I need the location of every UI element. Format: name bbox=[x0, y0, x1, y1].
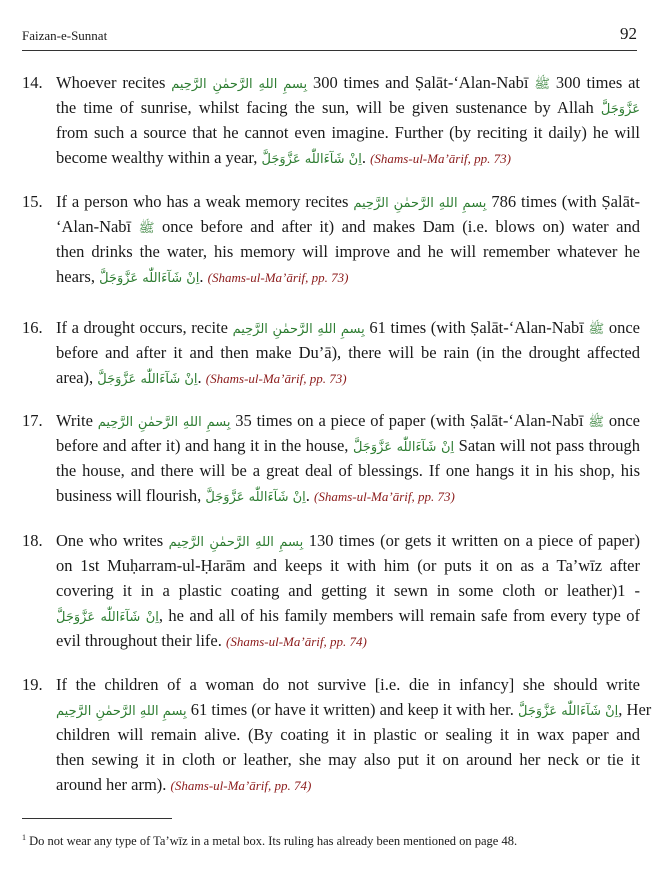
source-reference: (Shams-ul-Ma’ārif, pp. 74) bbox=[226, 634, 367, 649]
text-segment: 786 times (with Ṣalāt- bbox=[486, 192, 640, 211]
text-segment: , he and all of his family members will remain safe from every type of bbox=[158, 606, 640, 625]
text-line bbox=[56, 408, 640, 433]
arabic-phrase: بِسمِ اللهِ الرَّحمٰنِ الرَّحِيم bbox=[232, 322, 365, 337]
running-title: Faizan-e-Sunnat bbox=[22, 28, 108, 43]
page-number: 92 bbox=[620, 24, 637, 43]
text-line bbox=[56, 458, 640, 483]
list-item bbox=[22, 315, 640, 390]
text-line bbox=[56, 214, 640, 239]
item-number: 14. bbox=[22, 73, 43, 92]
text-segment: once bbox=[604, 411, 640, 430]
source-reference: (Shams-ul-Ma’ārif, pp. 73) bbox=[207, 270, 349, 285]
list-item bbox=[22, 672, 652, 797]
text-segment: 300 times at bbox=[550, 73, 640, 92]
text-line bbox=[56, 120, 640, 145]
text-segment: ‘Alan-Nabī bbox=[56, 217, 139, 236]
arabic-phrase: اِنْ شَآءَاللّٰه عَزَّوَجَلَّ bbox=[261, 152, 362, 167]
footnote bbox=[22, 834, 642, 849]
text-line bbox=[56, 672, 640, 697]
arabic-phrase: اِنْ شَآءَاللّٰه عَزَّوَجَلَّ bbox=[99, 271, 200, 286]
text-line bbox=[56, 264, 640, 289]
arabic-phrase: اِنْ شَآءَاللّٰه عَزَّوَجَلَّ bbox=[205, 490, 306, 505]
text-segment: the house, and there will be a great deal of blessings. If one hangs it in his shop, his bbox=[56, 461, 640, 480]
text-line bbox=[56, 772, 640, 797]
text-line bbox=[56, 528, 640, 553]
arabic-phrase: بِسمِ اللهِ الرَّحمٰنِ الرَّحِيم bbox=[171, 77, 308, 92]
text-line bbox=[56, 747, 640, 772]
text-line bbox=[56, 70, 640, 95]
text-line bbox=[56, 95, 640, 120]
text-line bbox=[56, 628, 640, 653]
text-segment: 130 times (or gets it written on a piece of paper) bbox=[303, 531, 640, 550]
text-segment: area), bbox=[56, 368, 98, 387]
text-line bbox=[56, 315, 640, 340]
text-segment: once before and after it) and makes Dam (i.e. blows on) water and bbox=[154, 217, 641, 236]
source-reference: (Shams-ul-Ma’ārif, pp. 73) bbox=[205, 371, 347, 386]
text-line bbox=[56, 483, 640, 508]
arabic-phrase: بِسمِ اللهِ الرَّحمٰنِ الرَّحِيم bbox=[97, 415, 231, 430]
arabic-phrase: ﷺ bbox=[588, 415, 605, 430]
text-segment: 300 times and Ṣalāt-‘Alan-Nabī bbox=[307, 73, 535, 92]
text-segment: covering it in a plastic coating and getting it sewn in some cloth or leather)1 - bbox=[56, 581, 640, 600]
item-number: 17. bbox=[22, 411, 43, 430]
source-reference: (Shams-ul-Ma’ārif, pp. 74) bbox=[170, 778, 312, 793]
text-segment: 61 times (or have it written) and keep it with her. bbox=[186, 700, 518, 719]
text-segment: then sewing it in cloth or leather, she may also put it on around her neck or tie it bbox=[56, 750, 640, 769]
arabic-phrase: ﷺ bbox=[138, 221, 155, 236]
header-rule bbox=[22, 50, 637, 51]
text-segment: once bbox=[604, 318, 640, 337]
text-segment: . bbox=[197, 368, 206, 387]
text-segment: 61 times (with Ṣalāt-‘Alan-Nabī bbox=[364, 318, 589, 337]
text-segment: Write bbox=[56, 411, 98, 430]
text-segment: on 1st Muḥarram-ul-Ḥarām and keeps it with him (or puts it on as a Ta’wīz after bbox=[56, 556, 640, 575]
arabic-phrase: بِسمِ اللهِ الرَّحمٰنِ الرَّحِيم bbox=[353, 196, 487, 211]
arabic-phrase: اِنْ شَآءَاللّٰه عَزَّوَجَلَّ bbox=[517, 704, 619, 719]
arabic-phrase: اِنْ شَآءَاللّٰه عَزَّوَجَلَّ bbox=[97, 372, 198, 387]
text-line bbox=[56, 578, 640, 603]
footnote-marker: 1 bbox=[22, 832, 26, 842]
text-segment: before and after it and then make Du’ā), there will be rain (in the drought affected bbox=[56, 343, 640, 362]
arabic-phrase: ﷺ bbox=[588, 322, 605, 337]
text-line bbox=[56, 603, 640, 628]
arabic-phrase: اِنْ شَآءَاللّٰه عَزَّوَجَلَّ bbox=[352, 440, 455, 455]
list-item bbox=[22, 70, 640, 170]
text-line bbox=[56, 433, 640, 458]
text-line bbox=[56, 553, 640, 578]
arabic-phrase: عَزَّوَجَلَّ bbox=[600, 102, 640, 117]
text-segment: . bbox=[361, 148, 371, 167]
text-segment: One who writes bbox=[56, 531, 169, 550]
item-number: 18. bbox=[22, 531, 43, 550]
footnote-rule bbox=[22, 818, 172, 819]
source-reference: (Shams-ul-Ma’ārif, pp. 73) bbox=[370, 151, 511, 166]
source-reference: (Shams-ul-Ma’ārif, pp. 73) bbox=[314, 489, 455, 504]
text-line bbox=[56, 722, 640, 747]
footnote-text: Do not wear any type of Ta’wīz in a metal box. Its ruling has already been mentioned on page 48. bbox=[29, 834, 518, 848]
text-segment: 35 times on a piece of paper (with Ṣalāt-‘Alan-Nabī bbox=[230, 411, 589, 430]
text-segment: from such a source that he cannot even imagine. Further (by reciting it daily) he will bbox=[56, 123, 640, 142]
text-segment: . bbox=[305, 486, 314, 505]
text-segment: then drinks the water, his memory will improve and he will remember whatever he bbox=[56, 242, 640, 261]
text-segment: before and after it) and hang it in the house, bbox=[56, 436, 353, 455]
text-segment: hears, bbox=[56, 267, 100, 286]
arabic-phrase: ﷺ bbox=[534, 77, 551, 92]
text-line bbox=[56, 365, 640, 390]
text-line bbox=[56, 239, 640, 264]
item-number: 19. bbox=[22, 675, 43, 694]
text-segment: the time of sunrise, whilst facing the sun, will be given sustenance by Allah bbox=[56, 98, 601, 117]
text-segment: Satan will not pass through bbox=[454, 436, 640, 455]
text-segment: , Her bbox=[618, 700, 652, 719]
text-line bbox=[56, 697, 652, 722]
list-item bbox=[22, 528, 640, 653]
text-segment: If the children of a woman do not survive [i.e. die in infancy] she should write bbox=[56, 675, 640, 694]
page-header bbox=[22, 20, 637, 50]
item-number: 15. bbox=[22, 192, 43, 211]
text-segment: around her arm). bbox=[56, 775, 171, 794]
list-item bbox=[22, 408, 640, 508]
text-segment: If a drought occurs, recite bbox=[56, 318, 233, 337]
text-line bbox=[56, 145, 640, 170]
text-segment: business will flourish, bbox=[56, 486, 206, 505]
item-number: 16. bbox=[22, 318, 43, 337]
list-item bbox=[22, 189, 640, 289]
text-line bbox=[56, 189, 640, 214]
arabic-phrase: بِسمِ اللهِ الرَّحمٰنِ الرَّحِيم bbox=[56, 704, 187, 719]
text-segment: become wealthy within a year, bbox=[56, 148, 262, 167]
text-segment: . bbox=[199, 267, 208, 286]
text-segment: If a person who has a weak memory recites bbox=[56, 192, 354, 211]
text-segment: evil throughout their life. bbox=[56, 631, 227, 650]
text-segment: children will remain alive. (By coating it in plastic or sealing it in wax paper and bbox=[56, 725, 640, 744]
text-line bbox=[56, 340, 640, 365]
text-segment: Whoever recites bbox=[56, 73, 172, 92]
arabic-phrase: بِسمِ اللهِ الرَّحمٰنِ الرَّحِيم bbox=[168, 535, 304, 550]
arabic-phrase: اِنْ شَآءَاللّٰه عَزَّوَجَلَّ bbox=[56, 610, 159, 625]
